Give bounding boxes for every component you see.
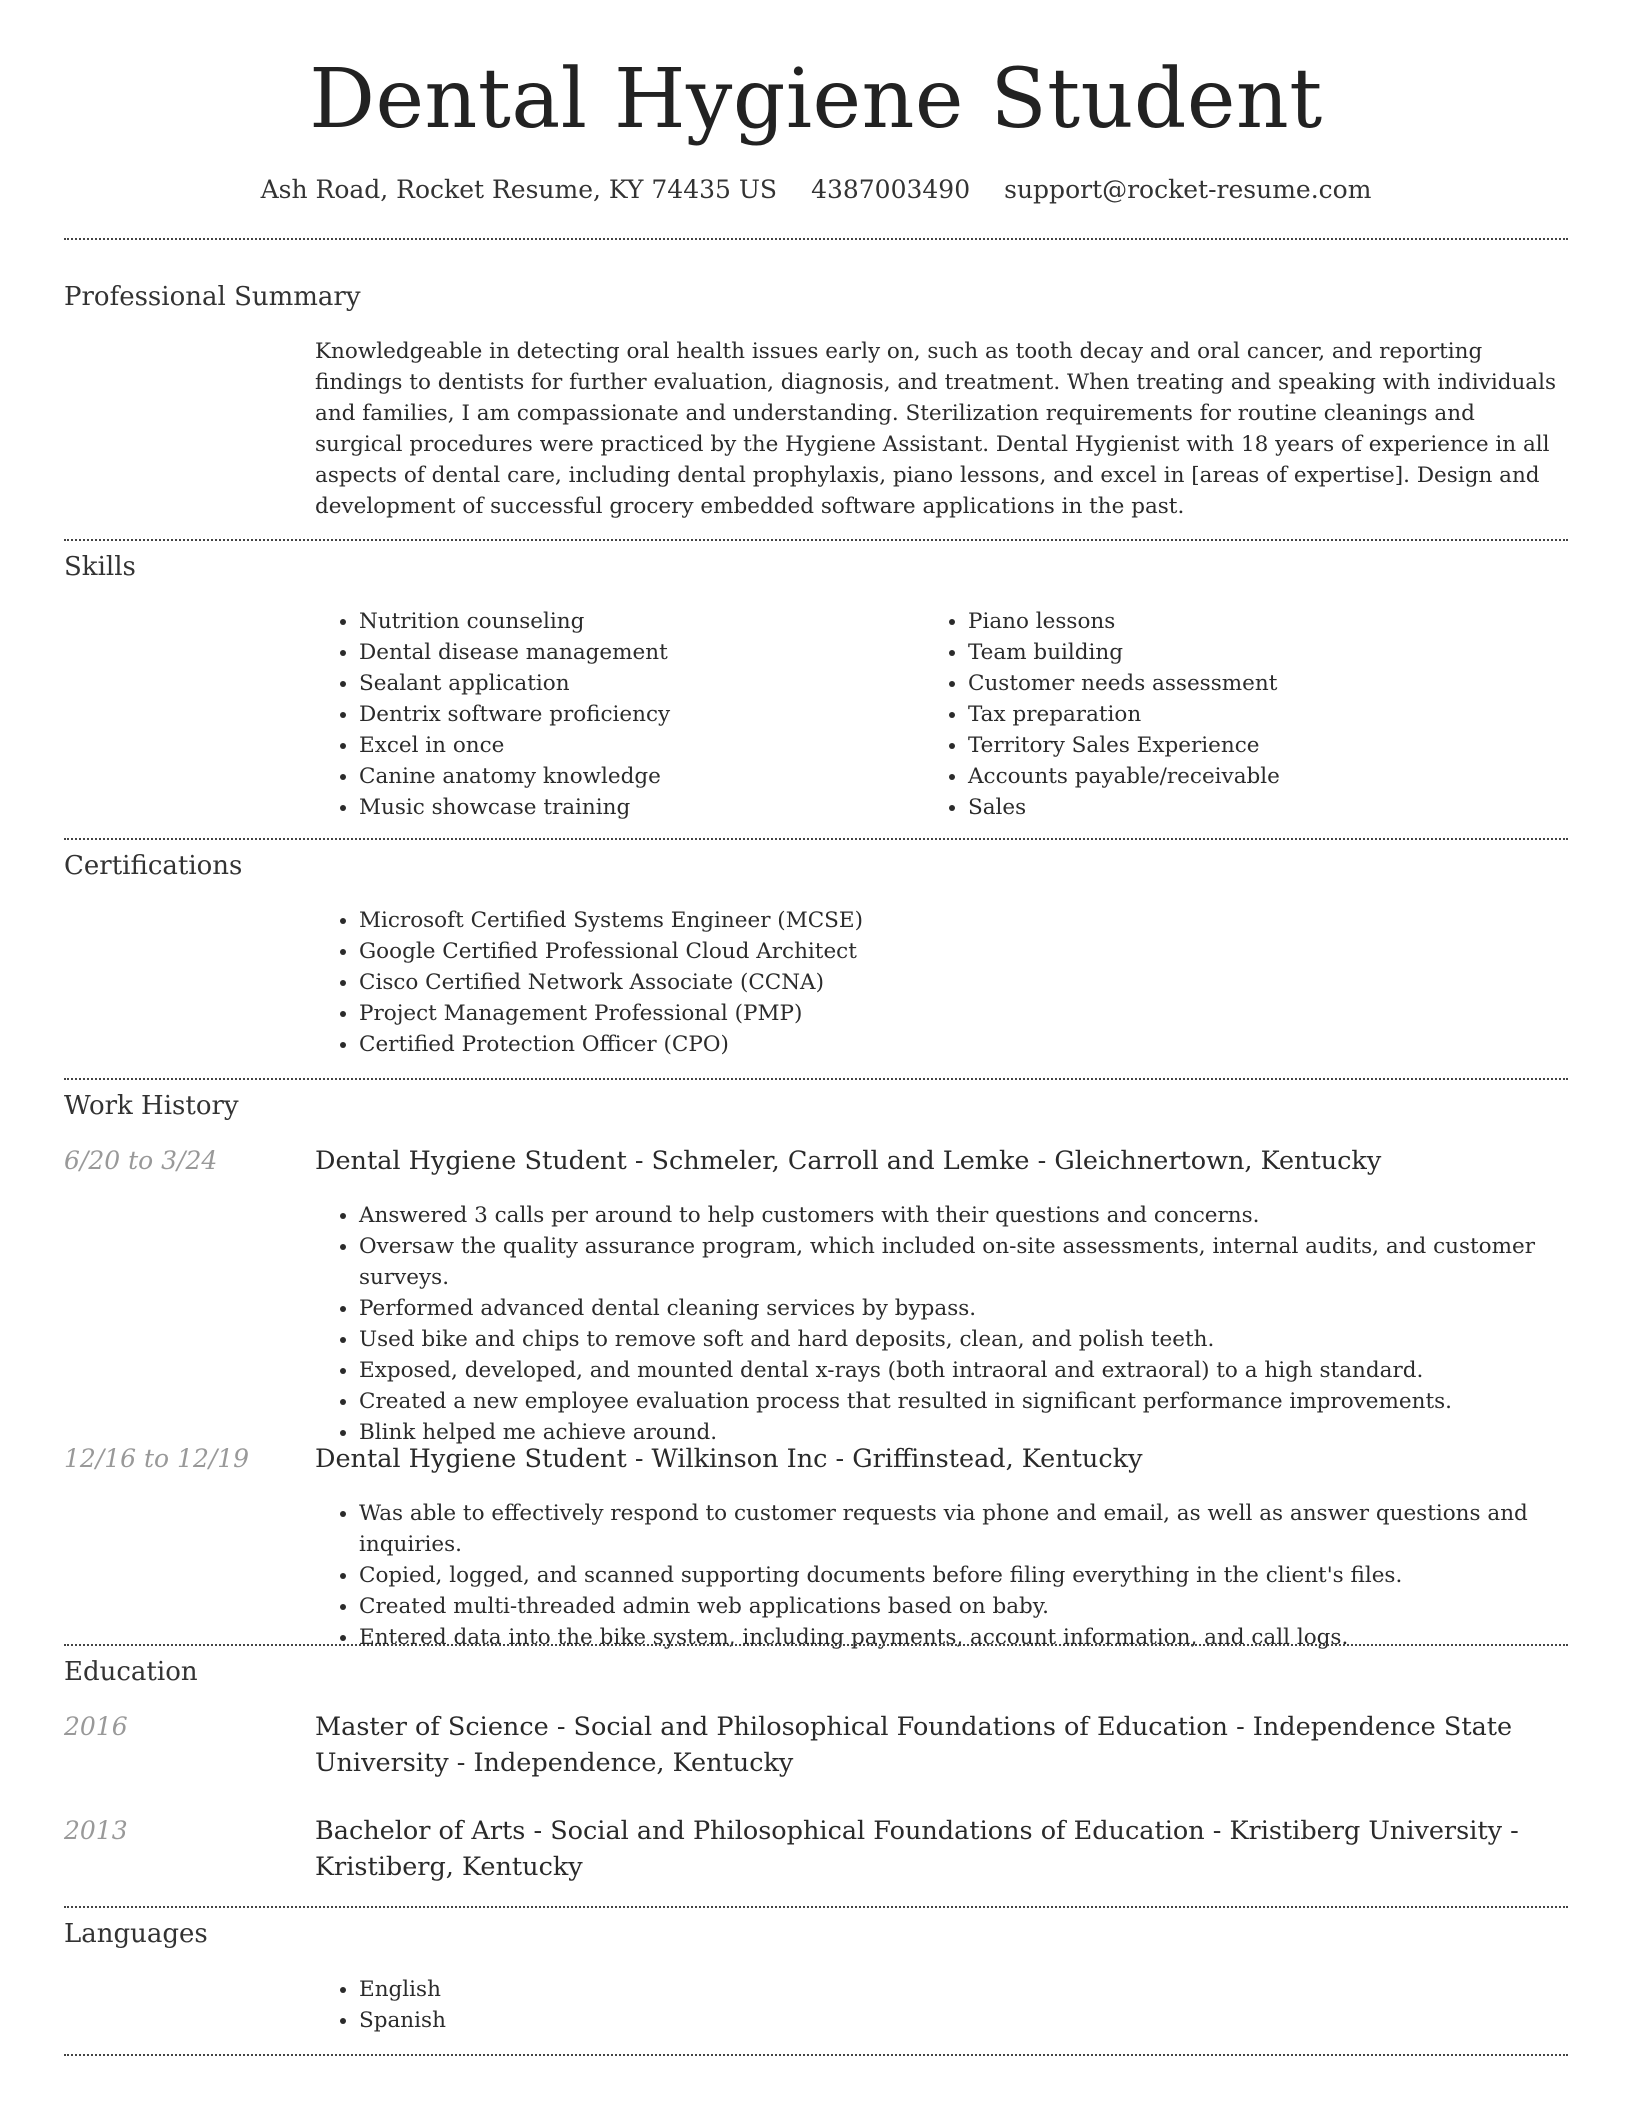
job-bullet: • Answered 3 calls per around to help customers with their questions and concerns. — [359, 1200, 1568, 1231]
job-bullet: • Blink helped me achieve around. — [359, 1417, 1568, 1448]
candidate-name: Dental Hygiene Student — [309, 52, 1323, 147]
certifications-list — [315, 905, 1568, 1060]
contact-email: support@rocket-resume.com — [1004, 175, 1372, 204]
language-item: • English — [359, 1974, 1568, 2005]
skill-item: • Territory Sales Experience — [968, 730, 1524, 761]
languages-list — [315, 1974, 1568, 2036]
section-title-summary: Professional Summary — [64, 282, 361, 312]
job-bullets — [315, 1498, 1568, 1653]
job-dates: 12/16 to 12/19 — [64, 1444, 250, 1473]
summary-text: Knowledgeable in detecting oral health issues early on, such as tooth decay and oral cancer, and reporting findings to dentists for further evaluation, diagnosis, and treatment. When treating and speaking with individuals and families, I am compassionate and understanding. Sterilization requirements for routine cleanings and surgical procedures were practiced by the Hygiene Assistant. Dental Hygienist with 18 years of experience in all aspects of dental care, including dental prophylaxis, piano lessons, and excel in [areas of expertise]. Design and development of successful grocery embedded software applications in the past. — [315, 339, 1557, 519]
contact-phone: 4387003490 — [811, 175, 971, 204]
skill-item: • Dentrix software proficiency — [359, 699, 915, 730]
resume-header — [0, 0, 1632, 206]
contact-line — [0, 174, 1632, 206]
job-bullet: • Created multi-threaded admin web applications based on baby. — [359, 1591, 1568, 1622]
section-title-work: Work History — [64, 1091, 239, 1121]
skill-item: • Piano lessons — [968, 606, 1524, 637]
education-title: Master of Science - Social and Philosophical Foundations of Education - Independence State University - Independence, Kentucky — [315, 1712, 1513, 1778]
certification-item: • Project Management Professional (PMP) — [359, 998, 1568, 1029]
certification-item: • Cisco Certified Network Associate (CCNA) — [359, 967, 1568, 998]
skills-column-left — [315, 606, 915, 823]
job-bullets — [315, 1200, 1568, 1448]
divider — [64, 1644, 1568, 1646]
skills-column-right — [924, 606, 1524, 823]
job-bullet: • Used bike and chips to remove soft and hard deposits, clean, and polish teeth. — [359, 1324, 1568, 1355]
skill-item: • Accounts payable/receivable — [968, 761, 1524, 792]
job-bullet: • Performed advanced dental cleaning services by bypass. — [359, 1293, 1568, 1324]
job-title: Dental Hygiene Student - Schmeler, Carroll and Lemke - Gleichnertown, Kentucky — [315, 1146, 1382, 1176]
skill-item: • Tax preparation — [968, 699, 1524, 730]
job-bullet: • Created a new employee evaluation process that resulted in significant performance improvements. — [359, 1386, 1568, 1417]
job-dates: 6/20 to 3/24 — [64, 1146, 218, 1175]
skill-item: • Nutrition counseling — [359, 606, 915, 637]
skill-item: • Excel in once — [359, 730, 915, 761]
education-title: Bachelor of Arts - Social and Philosophical Foundations of Education - Kristiberg University - Kristiberg, Kentucky — [315, 1816, 1519, 1882]
contact-address: Ash Road, Rocket Resume, KY 74435 US — [260, 175, 778, 204]
skill-item: • Music showcase training — [359, 792, 915, 823]
certification-item: • Microsoft Certified Systems Engineer (MCSE) — [359, 905, 1568, 936]
divider — [64, 1078, 1568, 1080]
divider — [64, 539, 1568, 541]
skill-item: • Canine anatomy knowledge — [359, 761, 915, 792]
divider — [64, 2054, 1568, 2056]
skill-item: • Dental disease management — [359, 637, 915, 668]
skill-item: • Sealant application — [359, 668, 915, 699]
certification-item: • Google Certified Professional Cloud Architect — [359, 936, 1568, 967]
job-bullet: • Oversaw the quality assurance program, which included on-site assessments, internal audits, and customer surveys. — [359, 1231, 1568, 1293]
certification-item: • Certified Protection Officer (CPO) — [359, 1029, 1568, 1060]
job-title: Dental Hygiene Student - Wilkinson Inc - Griffinstead, Kentucky — [315, 1444, 1143, 1474]
language-item: • Spanish — [359, 2005, 1568, 2036]
job-bullet: • Was able to effectively respond to customer requests via phone and email, as well as answer questions and inquiries. — [359, 1498, 1568, 1560]
section-title-skills: Skills — [64, 552, 136, 582]
section-title-languages: Languages — [64, 1919, 208, 1949]
divider — [64, 238, 1568, 240]
skill-item: • Team building — [968, 637, 1524, 668]
divider — [64, 838, 1568, 840]
job-bullet: • Entered data into the bike system, including payments, account information, and call logs. — [359, 1622, 1568, 1653]
education-year: 2016 — [64, 1712, 128, 1741]
skill-item: • Customer needs assessment — [968, 668, 1524, 699]
skill-item: • Sales — [968, 792, 1524, 823]
education-year: 2013 — [64, 1816, 128, 1845]
job-bullet: • Copied, logged, and scanned supporting documents before filing everything in the client's files. — [359, 1560, 1568, 1591]
divider — [64, 1906, 1568, 1908]
section-title-certifications: Certifications — [64, 851, 243, 881]
job-bullet: • Exposed, developed, and mounted dental x-rays (both intraoral and extraoral) to a high standard. — [359, 1355, 1568, 1386]
section-title-education: Education — [64, 1657, 198, 1687]
